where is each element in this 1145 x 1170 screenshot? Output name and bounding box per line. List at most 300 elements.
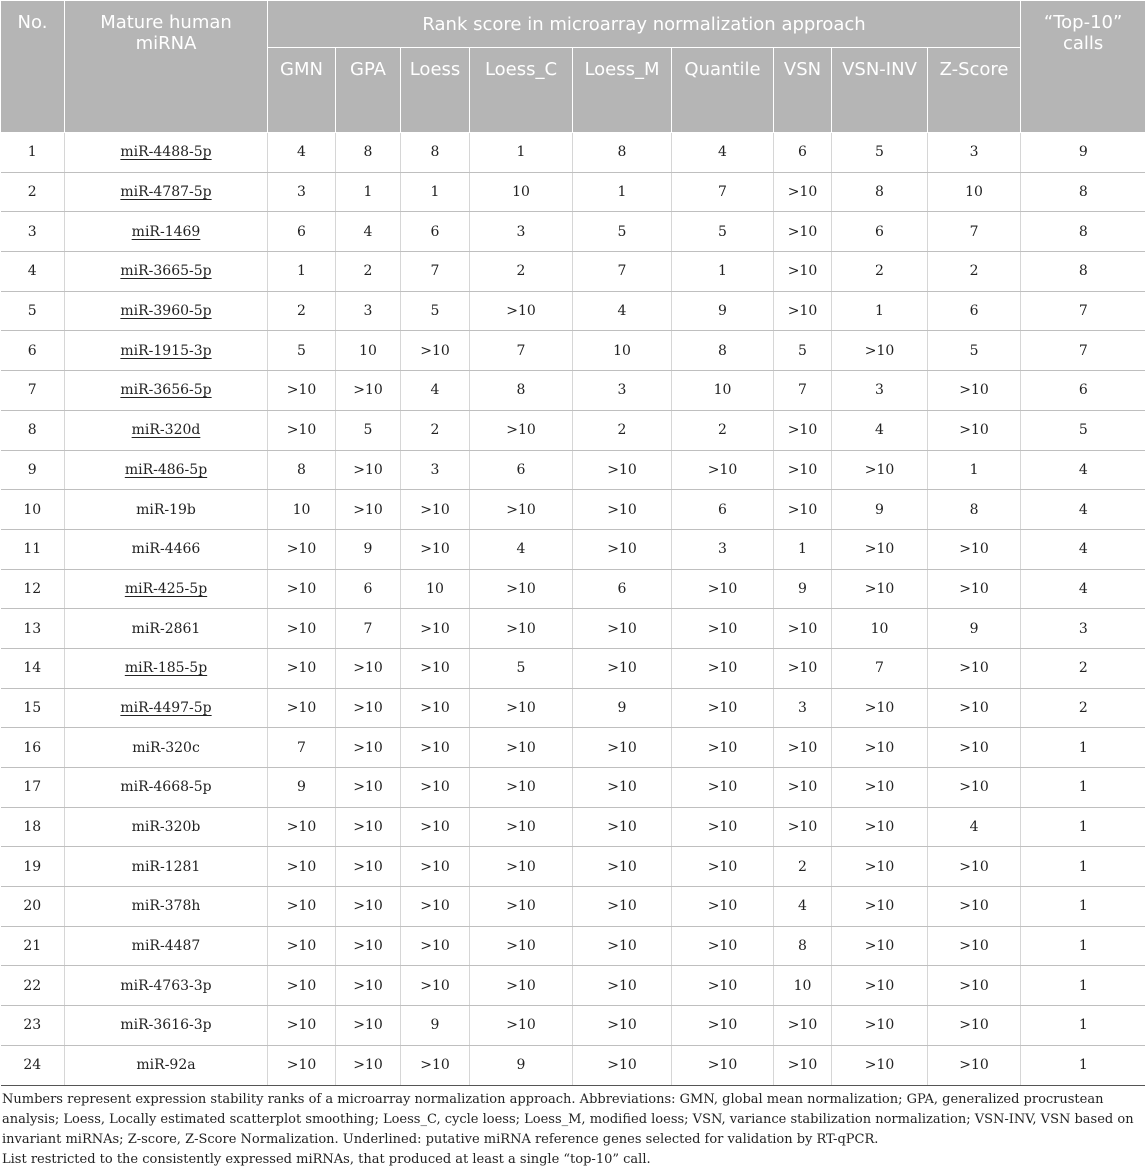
cell-mirna: miR-3616-3p	[65, 1006, 268, 1046]
cell-rank: >10	[832, 768, 928, 808]
table-row	[1, 1006, 1145, 1046]
cell-no: 18	[1, 807, 65, 847]
cell-rank: >10	[573, 450, 672, 490]
cell-rank: >10	[832, 1045, 928, 1085]
cell-rank: >10	[336, 768, 401, 808]
cell-rank: >10	[401, 926, 470, 966]
cell-rank: >10	[268, 1045, 336, 1085]
cell-rank: >10	[928, 371, 1021, 411]
cell-rank: 8	[573, 133, 672, 173]
cell-rank: >10	[774, 1045, 832, 1085]
cell-rank: >10	[672, 847, 774, 887]
table-row	[1, 371, 1145, 411]
table-body	[1, 133, 1145, 1086]
cell-rank: >10	[268, 807, 336, 847]
cell-mirna	[65, 410, 268, 450]
cell-rank: >10	[470, 807, 573, 847]
cell-rank: >10	[401, 529, 470, 569]
cell-rank: 4	[336, 212, 401, 252]
cell-mirna	[65, 569, 268, 609]
cell-rank: 8	[672, 331, 774, 371]
cell-rank: >10	[832, 529, 928, 569]
table-row	[1, 966, 1145, 1006]
cell-rank: 2	[774, 847, 832, 887]
mirna-name-text: miR-1915-3p	[120, 343, 211, 359]
table-row	[1, 133, 1145, 173]
cell-mirna	[65, 212, 268, 252]
cell-rank: >10	[672, 688, 774, 728]
cell-rank: >10	[401, 966, 470, 1006]
cell-top10-calls: 1	[1021, 728, 1145, 768]
cell-rank: 5	[774, 331, 832, 371]
cell-mirna: miR-1281	[65, 847, 268, 887]
footnote-restriction: List restricted to the consistently expressed miRNAs, that produced at least a single “top-10” call.	[2, 1150, 1141, 1170]
cell-rank: >10	[573, 966, 672, 1006]
header-method: VSN	[774, 48, 832, 133]
mirna-name-text: miR-1469	[132, 224, 201, 240]
cell-rank: >10	[336, 847, 401, 887]
mirna-name-text: miR-185-5p	[125, 660, 207, 676]
cell-rank: >10	[928, 926, 1021, 966]
cell-rank: >10	[832, 847, 928, 887]
cell-rank: >10	[774, 252, 832, 292]
cell-rank: >10	[672, 569, 774, 609]
cell-no: 12	[1, 569, 65, 609]
cell-rank: 8	[774, 926, 832, 966]
cell-rank: 9	[774, 569, 832, 609]
cell-rank: 9	[573, 688, 672, 728]
cell-rank: >10	[336, 807, 401, 847]
cell-rank: >10	[573, 768, 672, 808]
cell-top10-calls: 1	[1021, 1045, 1145, 1085]
header-method: Z-Score	[928, 48, 1021, 133]
cell-rank: >10	[268, 966, 336, 1006]
cell-rank: >10	[336, 1045, 401, 1085]
cell-rank: 9	[928, 609, 1021, 649]
cell-rank: >10	[268, 410, 336, 450]
cell-no: 4	[1, 252, 65, 292]
cell-mirna	[65, 172, 268, 212]
cell-rank: >10	[832, 1006, 928, 1046]
cell-top10-calls: 3	[1021, 609, 1145, 649]
cell-rank: 6	[573, 569, 672, 609]
cell-mirna	[65, 331, 268, 371]
cell-rank: >10	[672, 648, 774, 688]
cell-rank: >10	[336, 926, 401, 966]
cell-rank: 8	[336, 133, 401, 173]
cell-rank: 6	[672, 490, 774, 530]
cell-rank: >10	[470, 926, 573, 966]
cell-rank: 6	[268, 212, 336, 252]
cell-rank: >10	[336, 728, 401, 768]
cell-rank: >10	[672, 450, 774, 490]
cell-rank: 2	[832, 252, 928, 292]
cell-rank: >10	[774, 768, 832, 808]
cell-rank: 3	[470, 212, 573, 252]
cell-rank: 1	[336, 172, 401, 212]
header-method: Loess_M	[573, 48, 672, 133]
cell-rank: 9	[336, 529, 401, 569]
cell-rank: >10	[268, 569, 336, 609]
cell-rank: >10	[336, 490, 401, 530]
cell-no: 11	[1, 529, 65, 569]
cell-top10-calls: 1	[1021, 847, 1145, 887]
cell-top10-calls: 8	[1021, 252, 1145, 292]
cell-rank: >10	[928, 847, 1021, 887]
table-row	[1, 450, 1145, 490]
cell-rank: >10	[268, 847, 336, 887]
cell-no: 13	[1, 609, 65, 649]
cell-rank: 5	[832, 133, 928, 173]
cell-rank: 3	[928, 133, 1021, 173]
cell-rank: >10	[470, 1006, 573, 1046]
cell-rank: >10	[774, 490, 832, 530]
cell-mirna	[65, 371, 268, 411]
cell-no: 20	[1, 887, 65, 927]
cell-rank: >10	[470, 291, 573, 331]
cell-rank: 2	[336, 252, 401, 292]
cell-rank: >10	[470, 688, 573, 728]
cell-rank: 2	[672, 410, 774, 450]
cell-rank: >10	[268, 648, 336, 688]
cell-rank: >10	[774, 212, 832, 252]
cell-rank: >10	[573, 1006, 672, 1046]
cell-rank: 4	[401, 371, 470, 411]
cell-rank: >10	[336, 1006, 401, 1046]
cell-rank: >10	[268, 371, 336, 411]
footnote-abbreviations: Numbers represent expression stability ranks of a microarray normalization approach. Abbreviations: GMN, global mean normalization; GPA, generalized procrustean analysis; Loess, Locally estimated scatterplot smoothing; Loess_C, cycle loess; Loess_M, modified loess; VSN, variance stabilization normalization; VSN-INV, VSN based on invariant miRNAs; Z-score, Z-Score Normalization. Underlined: putative miRNA reference genes selected for validation by RT-qPCR.	[2, 1090, 1141, 1150]
cell-rank: 10	[401, 569, 470, 609]
cell-rank: >10	[774, 728, 832, 768]
cell-rank: 2	[470, 252, 573, 292]
cell-mirna: miR-2861	[65, 609, 268, 649]
cell-rank: 6	[401, 212, 470, 252]
mirna-name-text: miR-320d	[132, 422, 201, 438]
cell-rank: 4	[268, 133, 336, 173]
cell-top10-calls: 4	[1021, 450, 1145, 490]
cell-rank: 1	[672, 252, 774, 292]
cell-no: 14	[1, 648, 65, 688]
table-row	[1, 926, 1145, 966]
cell-rank: >10	[401, 609, 470, 649]
cell-rank: >10	[401, 807, 470, 847]
cell-rank: >10	[672, 887, 774, 927]
cell-rank: 6	[928, 291, 1021, 331]
cell-rank: >10	[401, 847, 470, 887]
cell-rank: >10	[470, 887, 573, 927]
cell-rank: 10	[928, 172, 1021, 212]
cell-rank: >10	[573, 529, 672, 569]
cell-rank: 1	[928, 450, 1021, 490]
cell-rank: 10	[268, 490, 336, 530]
header-method: Loess_C	[470, 48, 573, 133]
cell-rank: 3	[336, 291, 401, 331]
cell-rank: >10	[928, 1006, 1021, 1046]
cell-rank: 8	[928, 490, 1021, 530]
cell-rank: >10	[470, 490, 573, 530]
cell-rank: 3	[832, 371, 928, 411]
table-row	[1, 569, 1145, 609]
cell-rank: >10	[401, 331, 470, 371]
cell-rank: >10	[774, 410, 832, 450]
table-row	[1, 887, 1145, 927]
table-row	[1, 291, 1145, 331]
cell-rank: >10	[928, 529, 1021, 569]
cell-top10-calls: 5	[1021, 410, 1145, 450]
cell-rank: >10	[832, 926, 928, 966]
cell-rank: 2	[928, 252, 1021, 292]
cell-no: 17	[1, 768, 65, 808]
cell-rank: 4	[672, 133, 774, 173]
cell-rank: 10	[832, 609, 928, 649]
cell-mirna	[65, 291, 268, 331]
cell-top10-calls: 7	[1021, 291, 1145, 331]
cell-rank: 7	[470, 331, 573, 371]
cell-rank: 1	[268, 252, 336, 292]
mirna-name-text: miR-486-5p	[125, 462, 207, 478]
cell-rank: >10	[774, 609, 832, 649]
table-row	[1, 648, 1145, 688]
cell-top10-calls: 1	[1021, 807, 1145, 847]
cell-rank: 7	[573, 252, 672, 292]
cell-rank: 6	[774, 133, 832, 173]
table-row	[1, 331, 1145, 371]
cell-rank: 10	[336, 331, 401, 371]
cell-no: 21	[1, 926, 65, 966]
cell-top10-calls: 6	[1021, 371, 1145, 411]
cell-no: 2	[1, 172, 65, 212]
cell-top10-calls: 1	[1021, 966, 1145, 1006]
cell-rank: >10	[928, 887, 1021, 927]
cell-rank: 5	[672, 212, 774, 252]
cell-rank: 7	[832, 648, 928, 688]
cell-rank: 1	[573, 172, 672, 212]
cell-top10-calls: 1	[1021, 768, 1145, 808]
cell-rank: >10	[928, 410, 1021, 450]
cell-rank: 10	[470, 172, 573, 212]
cell-no: 23	[1, 1006, 65, 1046]
cell-rank: >10	[928, 1045, 1021, 1085]
cell-no: 10	[1, 490, 65, 530]
cell-rank: >10	[573, 887, 672, 927]
cell-rank: 1	[401, 172, 470, 212]
cell-rank: >10	[928, 728, 1021, 768]
header-no: No.	[1, 1, 65, 133]
header-method: VSN-INV	[832, 48, 928, 133]
cell-rank: >10	[832, 966, 928, 1006]
cell-rank: 7	[336, 609, 401, 649]
cell-top10-calls: 2	[1021, 688, 1145, 728]
cell-rank: 4	[928, 807, 1021, 847]
cell-rank: 9	[401, 1006, 470, 1046]
header-method: GPA	[336, 48, 401, 133]
cell-rank: >10	[832, 887, 928, 927]
cell-rank: >10	[928, 688, 1021, 728]
cell-top10-calls: 7	[1021, 331, 1145, 371]
cell-rank: >10	[774, 1006, 832, 1046]
table-footnotes	[0, 1086, 1145, 1170]
cell-mirna	[65, 648, 268, 688]
cell-no: 6	[1, 331, 65, 371]
cell-no: 16	[1, 728, 65, 768]
cell-rank: 9	[470, 1045, 573, 1085]
table-row	[1, 609, 1145, 649]
cell-rank: 7	[672, 172, 774, 212]
cell-rank: 9	[832, 490, 928, 530]
cell-rank: >10	[401, 648, 470, 688]
cell-rank: >10	[672, 807, 774, 847]
cell-rank: 1	[832, 291, 928, 331]
mirna-name-text: miR-3665-5p	[120, 263, 211, 279]
cell-mirna	[65, 450, 268, 490]
table-row	[1, 529, 1145, 569]
header-method: Quantile	[672, 48, 774, 133]
cell-rank: 3	[268, 172, 336, 212]
cell-rank: 8	[401, 133, 470, 173]
cell-rank: >10	[268, 1006, 336, 1046]
cell-rank: 2	[268, 291, 336, 331]
cell-rank: >10	[573, 807, 672, 847]
cell-rank: 7	[928, 212, 1021, 252]
cell-no: 22	[1, 966, 65, 1006]
header-method: GMN	[268, 48, 336, 133]
cell-rank: 2	[401, 410, 470, 450]
cell-rank: >10	[401, 887, 470, 927]
cell-no: 19	[1, 847, 65, 887]
cell-rank: >10	[268, 688, 336, 728]
cell-no: 15	[1, 688, 65, 728]
cell-rank: >10	[672, 1006, 774, 1046]
cell-rank: 5	[401, 291, 470, 331]
table-row	[1, 1045, 1145, 1085]
cell-rank: >10	[470, 847, 573, 887]
mirna-name-text: miR-4787-5p	[120, 184, 211, 200]
cell-rank: >10	[928, 966, 1021, 1006]
cell-rank: >10	[928, 569, 1021, 609]
cell-mirna: miR-92a	[65, 1045, 268, 1085]
cell-rank: >10	[401, 688, 470, 728]
cell-rank: 1	[774, 529, 832, 569]
cell-rank: 5	[268, 331, 336, 371]
cell-rank: 5	[470, 648, 573, 688]
cell-rank: 6	[470, 450, 573, 490]
cell-rank: 8	[832, 172, 928, 212]
table-row	[1, 728, 1145, 768]
cell-top10-calls: 9	[1021, 133, 1145, 173]
cell-rank: >10	[573, 926, 672, 966]
table-row	[1, 847, 1145, 887]
mirna-name-text: miR-425-5p	[125, 581, 207, 597]
cell-rank: 3	[672, 529, 774, 569]
cell-mirna: miR-4763-3p	[65, 966, 268, 1006]
cell-rank: >10	[774, 291, 832, 331]
cell-no: 3	[1, 212, 65, 252]
cell-rank: >10	[470, 609, 573, 649]
cell-no: 8	[1, 410, 65, 450]
cell-rank: >10	[672, 609, 774, 649]
cell-rank: >10	[268, 926, 336, 966]
cell-rank: >10	[774, 450, 832, 490]
cell-mirna: miR-4668-5p	[65, 768, 268, 808]
cell-mirna: miR-19b	[65, 490, 268, 530]
cell-mirna	[65, 688, 268, 728]
table-row	[1, 212, 1145, 252]
cell-top10-calls: 1	[1021, 1006, 1145, 1046]
cell-rank: >10	[928, 648, 1021, 688]
cell-rank: >10	[672, 1045, 774, 1085]
cell-rank: 7	[268, 728, 336, 768]
cell-rank: 2	[573, 410, 672, 450]
cell-rank: >10	[928, 768, 1021, 808]
cell-rank: >10	[672, 926, 774, 966]
cell-rank: >10	[401, 728, 470, 768]
cell-mirna: miR-4466	[65, 529, 268, 569]
header-rank-group: Rank score in microarray normalization approach	[268, 1, 1021, 48]
cell-rank: >10	[672, 728, 774, 768]
table-row	[1, 490, 1145, 530]
cell-no: 7	[1, 371, 65, 411]
cell-rank: 7	[774, 371, 832, 411]
cell-rank: >10	[832, 807, 928, 847]
cell-rank: 10	[774, 966, 832, 1006]
mirna-name-text: miR-3656-5p	[120, 382, 211, 398]
cell-rank: 4	[832, 410, 928, 450]
cell-rank: 4	[573, 291, 672, 331]
cell-top10-calls: 4	[1021, 569, 1145, 609]
mirna-name-text: miR-4488-5p	[120, 144, 211, 160]
cell-rank: >10	[268, 609, 336, 649]
cell-rank: >10	[401, 1045, 470, 1085]
cell-rank: 1	[470, 133, 573, 173]
cell-mirna	[65, 133, 268, 173]
cell-rank: 4	[774, 887, 832, 927]
cell-rank: >10	[470, 768, 573, 808]
cell-rank: >10	[573, 648, 672, 688]
table-row	[1, 410, 1145, 450]
table-row	[1, 688, 1145, 728]
cell-rank: >10	[774, 172, 832, 212]
cell-top10-calls: 2	[1021, 648, 1145, 688]
cell-mirna: miR-4487	[65, 926, 268, 966]
cell-rank: 3	[401, 450, 470, 490]
cell-rank: >10	[401, 768, 470, 808]
cell-rank: 5	[336, 410, 401, 450]
table-row	[1, 172, 1145, 212]
cell-rank: >10	[573, 847, 672, 887]
cell-rank: 7	[401, 252, 470, 292]
header-top10-calls: “Top-10” calls	[1021, 1, 1145, 133]
cell-mirna: miR-378h	[65, 887, 268, 927]
cell-top10-calls: 4	[1021, 490, 1145, 530]
cell-rank: 3	[573, 371, 672, 411]
cell-mirna: miR-320b	[65, 807, 268, 847]
mirna-name-text: miR-3960-5p	[120, 303, 211, 319]
cell-top10-calls: 1	[1021, 926, 1145, 966]
cell-rank: >10	[470, 966, 573, 1006]
cell-rank: >10	[336, 966, 401, 1006]
cell-rank: >10	[470, 569, 573, 609]
cell-rank: 5	[573, 212, 672, 252]
cell-rank: >10	[832, 728, 928, 768]
cell-rank: >10	[401, 490, 470, 530]
cell-top10-calls: 8	[1021, 172, 1145, 212]
cell-rank: 8	[268, 450, 336, 490]
cell-rank: >10	[832, 569, 928, 609]
cell-rank: 6	[832, 212, 928, 252]
cell-rank: 10	[573, 331, 672, 371]
table-row	[1, 807, 1145, 847]
cell-rank: >10	[268, 529, 336, 569]
